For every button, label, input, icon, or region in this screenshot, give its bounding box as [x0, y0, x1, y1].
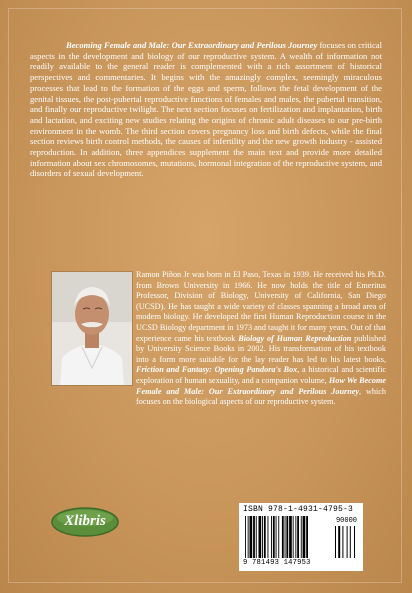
bio-part-2: published by University Science Books in 2002. His transformation of his textbook into a form more suitable for the lay reader has led to his latest books, — [136, 333, 387, 364]
blurb-book-title: Becoming Female and Male: Our Extraordinary and Perilous Journey — [66, 40, 318, 50]
author-bio — [136, 270, 386, 408]
bio-book-1: Biology of Human Reproduction — [238, 333, 352, 343]
price-code: 90000 — [335, 517, 357, 525]
publisher-logo-text: Xlibris — [64, 513, 106, 529]
bio-book-2: Friction and Fantasy: Opening Pandora's Box — [136, 365, 298, 375]
bio-part-4: , which focuses on the biological aspects of our reproductive system. — [136, 386, 386, 407]
publisher-logo — [50, 505, 120, 539]
book-blurb — [30, 40, 382, 179]
ean-digits: 9 781493 147953 — [243, 559, 311, 567]
isbn-barcode — [239, 503, 363, 571]
blurb-body: focuses on critical aspects in the development and biology of our reproductive system. A wealth of information not readily available to the general reader is complemented with a rich assortment of historical perspectives and commentaries. It begins with the amazingly complex, seemingly miraculous processes that lead to the formation of the eggs and sperm, follows the fetal development of the genital tissues, the post-pubertal reproductive functions of females and males, the pubertal transition, and finally our reproductive twilight. The next section focuses on fertilization and implantation, birth and lactation, and exciting new studies relating the origins of chronic adult diseases to our pre-birth environment in the womb. The third section covers pregnancy loss and birth defects, while the final section reviews birth control methods, the causes of infertility and the new growth industry - assisted reproduction. In addition, three appendices supplement the main text and provide more detailed information about sex chromosomes, mutations, hormonal integration of the reproductive system, and disorders of sexual development. — [30, 40, 382, 179]
bio-part-1: Ramon Piñon Jr was born in El Paso, Texas in 1939. He received his Ph.D. from Brown University in 1966. He now holds the title of Emeritus Professor, Division of Biology, University of California, San Diego (UCSD). He has taught a wide variety of classes spanning a broad area of modern biology. He developed the first Human Reproduction course in the UCSD Biology department in 1973 and taught it for many years. Out of that experience came his textbook — [136, 270, 386, 343]
bio-part-3: , a historical and scientific exploration of human sexuality, and a companion volume, — [136, 365, 386, 385]
isbn-label: ISBN 978-1-4931-4795-3 — [243, 505, 354, 514]
bio-book-3: How We Become Female and Male: Our Extraordinary and Perilous Journey — [136, 375, 386, 396]
author-photo — [52, 272, 132, 385]
